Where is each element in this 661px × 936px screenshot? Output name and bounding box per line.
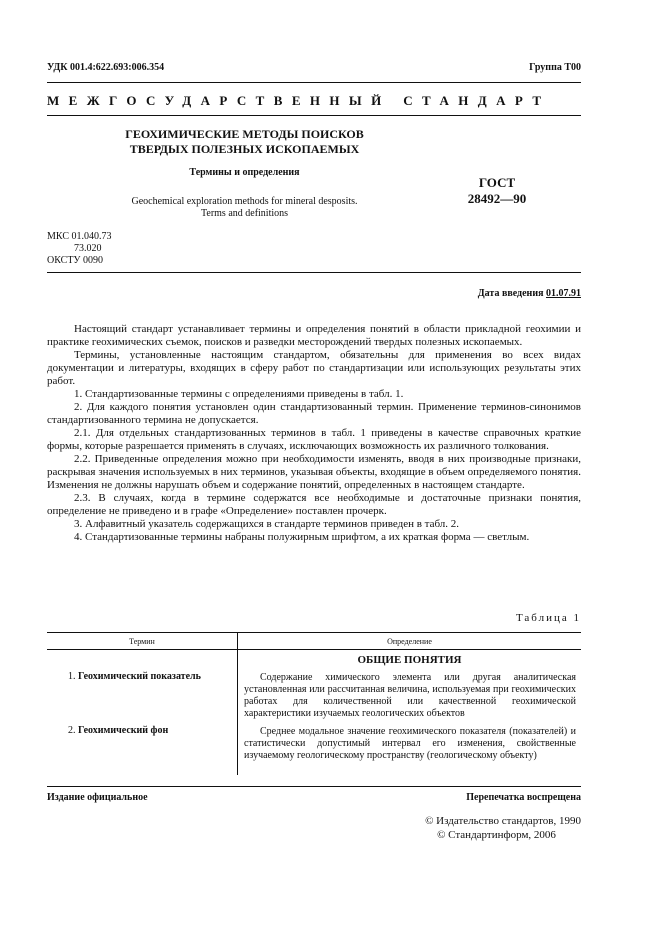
udk-code: УДК 001.4:622.693:006.354: [47, 62, 165, 73]
intro-date: [478, 288, 581, 299]
term-number: 2.: [68, 725, 76, 736]
copyright-publisher: © Издательство стандартов, 1990: [425, 815, 581, 827]
header-rule-top: [47, 82, 581, 83]
term-name: Геохимический показатель: [78, 671, 201, 682]
paragraph-scope: Термины, установленные настоящим стандартом, обязательны для применения во всех видах документации и литературы, входящих в сферу работ по стандартизации или использующих результаты этих работ.: [47, 349, 581, 387]
table-row-term: [68, 671, 201, 682]
okstu-code: ОКСТУ 0090: [47, 255, 104, 266]
table-row-definition: Среднее модальное значение геохимического показателя (показателей) и статистически допустимый интервал его изменения, свойственные изучаемому геологическому пространству (геологическому объекту): [244, 726, 576, 761]
document-subtitle: Термины и определения: [189, 167, 300, 178]
gost-designation: [442, 175, 552, 207]
table-header-definition: Определение: [387, 637, 432, 646]
table-header-term: Термин: [129, 637, 155, 646]
classifier-rule: [47, 272, 581, 273]
paragraph-2-2: 2.2. Приведенные определения можно при необходимости изменять, вводя в них производные признаки, раскрывая значения используемых в них терминов, указывая объекты, входящие в объем определяемого понятия. Изменения не должны нарушать объем и содержание понятий, определенных в настоящем стандарте.: [47, 453, 581, 491]
footer-rule: [47, 786, 581, 787]
mks-code: МКС 01.040.73: [47, 231, 112, 242]
intro-date-label: Дата введения: [477, 288, 544, 299]
term-name: Геохимический фон: [78, 725, 169, 736]
table-rule-top: [47, 632, 581, 633]
gost-number: 28492—90: [467, 191, 527, 206]
title-line-2: ТВЕРДЫХ ПОЛЕЗНЫХ ИСКОПАЕМЫХ: [129, 142, 360, 156]
paragraph-3: 3. Алфавитный указатель содержащихся в стандарте терминов приведен в табл. 2.: [74, 518, 460, 530]
document-title: [47, 127, 442, 157]
table-rule-header: [47, 649, 581, 650]
header-rule-bottom: [47, 115, 581, 116]
gost-label: ГОСТ: [478, 175, 516, 190]
table-row-definition: Содержание химического элемента или другая аналитическая установленная или рассчитанная величина, используемая при геохимических работах для количественной или качественной геохимической характеристики изучаемых геологических объектов: [244, 672, 576, 719]
group-code: Группа Т00: [529, 62, 581, 73]
paragraph-2: 2. Для каждого понятия установлен один стандартизованный термин. Применение терминов-синонимов стандартизованного термина не допускается.: [47, 401, 581, 426]
copyright-block: [425, 814, 581, 842]
paragraph-1: 1. Стандартизованные термины с определениями приведены в табл. 1.: [74, 388, 404, 400]
official-edition: Издание официальное: [47, 792, 148, 803]
paragraph-4: 4. Стандартизованные термины набраны полужирным шрифтом, а их краткая форма — светлым.: [74, 531, 530, 543]
standard-banner: МЕЖГОСУДАРСТВЕННЫЙ СТАНДАРТ: [47, 93, 551, 108]
paragraph-2-3: 2.3. В случаях, когда в термине содержатся все необходимые и достаточные признаки понятия, определение не приведено и в графе «Определение» поставлен прочерк.: [47, 492, 581, 517]
table-caption: Таблица 1: [515, 612, 581, 624]
title-line-1: ГЕОХИМИЧЕСКИЕ МЕТОДЫ ПОИСКОВ: [125, 127, 364, 141]
term-number: 1.: [68, 671, 76, 682]
classifier-codes: [47, 231, 111, 267]
body-text: [47, 323, 581, 544]
english-title-line-2: Terms and definitions: [200, 208, 289, 219]
mks-code-2: 73.020: [74, 243, 102, 254]
reprint-notice: Перепечатка воспрещена: [466, 792, 581, 803]
intro-date-value: 01.07.91: [546, 288, 581, 299]
paragraph-intro: Настоящий стандарт устанавливает термины и определения понятий в области прикладной геохимии и практике геохимических съемок, поисков и разведки месторождений твердых полезных ископаемых.: [47, 323, 581, 348]
paragraph-2-1: 2.1. Для отдельных стандартизованных терминов в табл. 1 приведены в качестве справочных краткие формы, которые разрешается применять в случаях, исключающих возможность их различного толкования.: [47, 427, 581, 452]
table-section-heading: ОБЩИЕ ПОНЯТИЯ: [357, 654, 462, 666]
english-title: [47, 196, 442, 220]
table-row-term: [68, 725, 168, 736]
english-title-line-1: Geochemical exploration methods for mineral desposits.: [131, 196, 358, 207]
copyright-standartinform: © Стандартинформ, 2006: [437, 829, 556, 841]
